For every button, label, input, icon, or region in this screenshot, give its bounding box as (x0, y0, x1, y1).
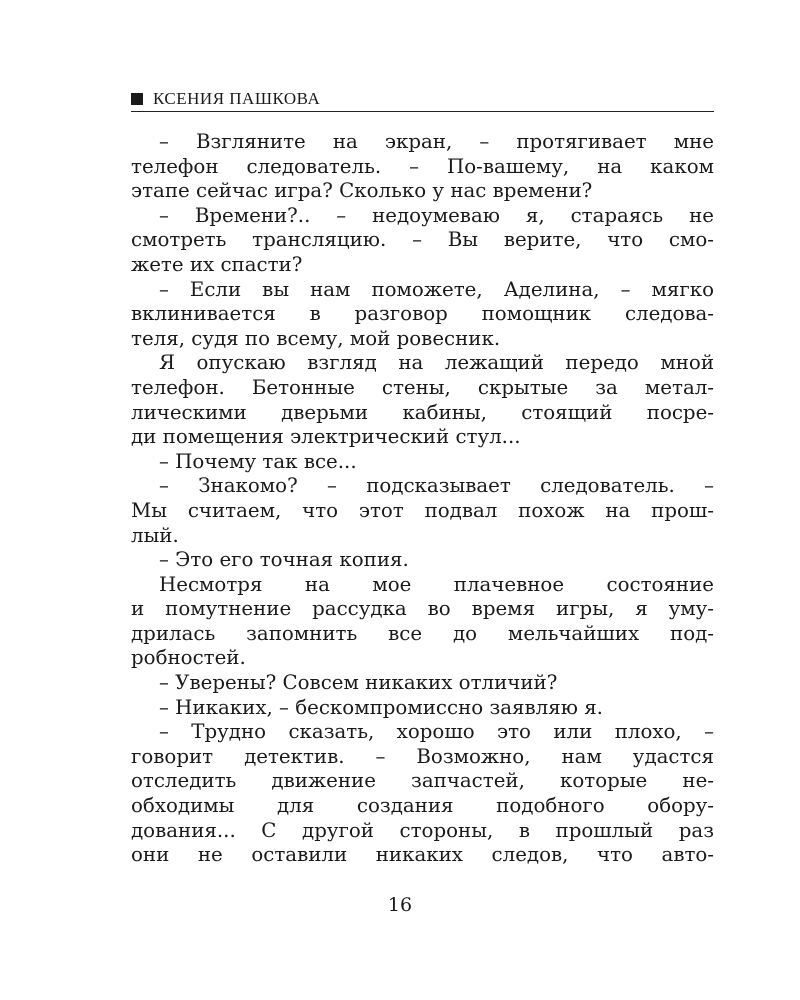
text-line: телефон. Бетонные стены, скрытые за метал- (131, 375, 714, 399)
text-line: – Никаких, – бескомпромиссно заявляю я. (159, 695, 603, 719)
text-line: лическими дверьми кабины, стоящий посре- (131, 400, 714, 424)
text-line: робностей. (131, 646, 246, 670)
text-line: теля, судя по всему, мой ровесник. (131, 326, 501, 350)
text-line: обходимы для создания подобного обору- (131, 794, 714, 818)
header-author: КСЕНИЯ ПАШКОВА (153, 89, 321, 108)
text-line: лый. (131, 523, 179, 547)
text-line: телефон следователь. – По-вашему, на каком (131, 154, 714, 178)
text-line: они не оставили никаких следов, что авто- (131, 843, 714, 867)
text-line: и помутнение рассудка во время игры, я уму- (131, 597, 714, 621)
page-number: 16 (387, 894, 413, 916)
text-line: Мы считаем, что этот подвал похож на прош- (131, 498, 714, 522)
text-line: – Взгляните на экран, – протягивает мне (159, 130, 714, 153)
text-line: дрилась запомнить все до мельчайших под- (131, 621, 714, 645)
text-line: Я опускаю взгляд на лежащий передо мной (159, 351, 714, 375)
text-line: – Знакомо? – подсказывает следователь. – (159, 474, 714, 498)
text-line: – Это его точная копия. (159, 548, 409, 572)
text-line: Несмотря на мое плачевное состояние (159, 572, 714, 596)
text-line: отследить движение запчастей, которые не- (131, 769, 714, 793)
text-line: – Если вы нам поможете, Аделина, – мягко (159, 277, 714, 301)
text-line: – Почему так все... (159, 449, 357, 473)
header-square-marker (131, 93, 143, 105)
text-line: – Уверены? Совсем никаких отличий? (159, 671, 558, 695)
body-text (131, 130, 714, 868)
text-line: говорит детектив. – Возможно, нам удастся (131, 744, 714, 768)
text-line: дования... С другой стороны, в прошлый раз (131, 818, 714, 842)
text-line: этапе сейчас игра? Сколько у нас времени? (131, 179, 593, 203)
running-header (131, 88, 714, 112)
text-line: смотреть трансляцию. – Вы верите, что смо- (131, 228, 714, 252)
text-line: – Трудно сказать, хорошо это или плохо, – (159, 720, 714, 744)
text-line: жете их спасти? (131, 252, 303, 276)
text-line: вклинивается в разговор помощник следова- (131, 302, 714, 326)
text-line: ди помещения электрический стул... (131, 425, 521, 449)
text-line: – Времени?.. – недоумеваю я, стараясь не (159, 203, 714, 227)
